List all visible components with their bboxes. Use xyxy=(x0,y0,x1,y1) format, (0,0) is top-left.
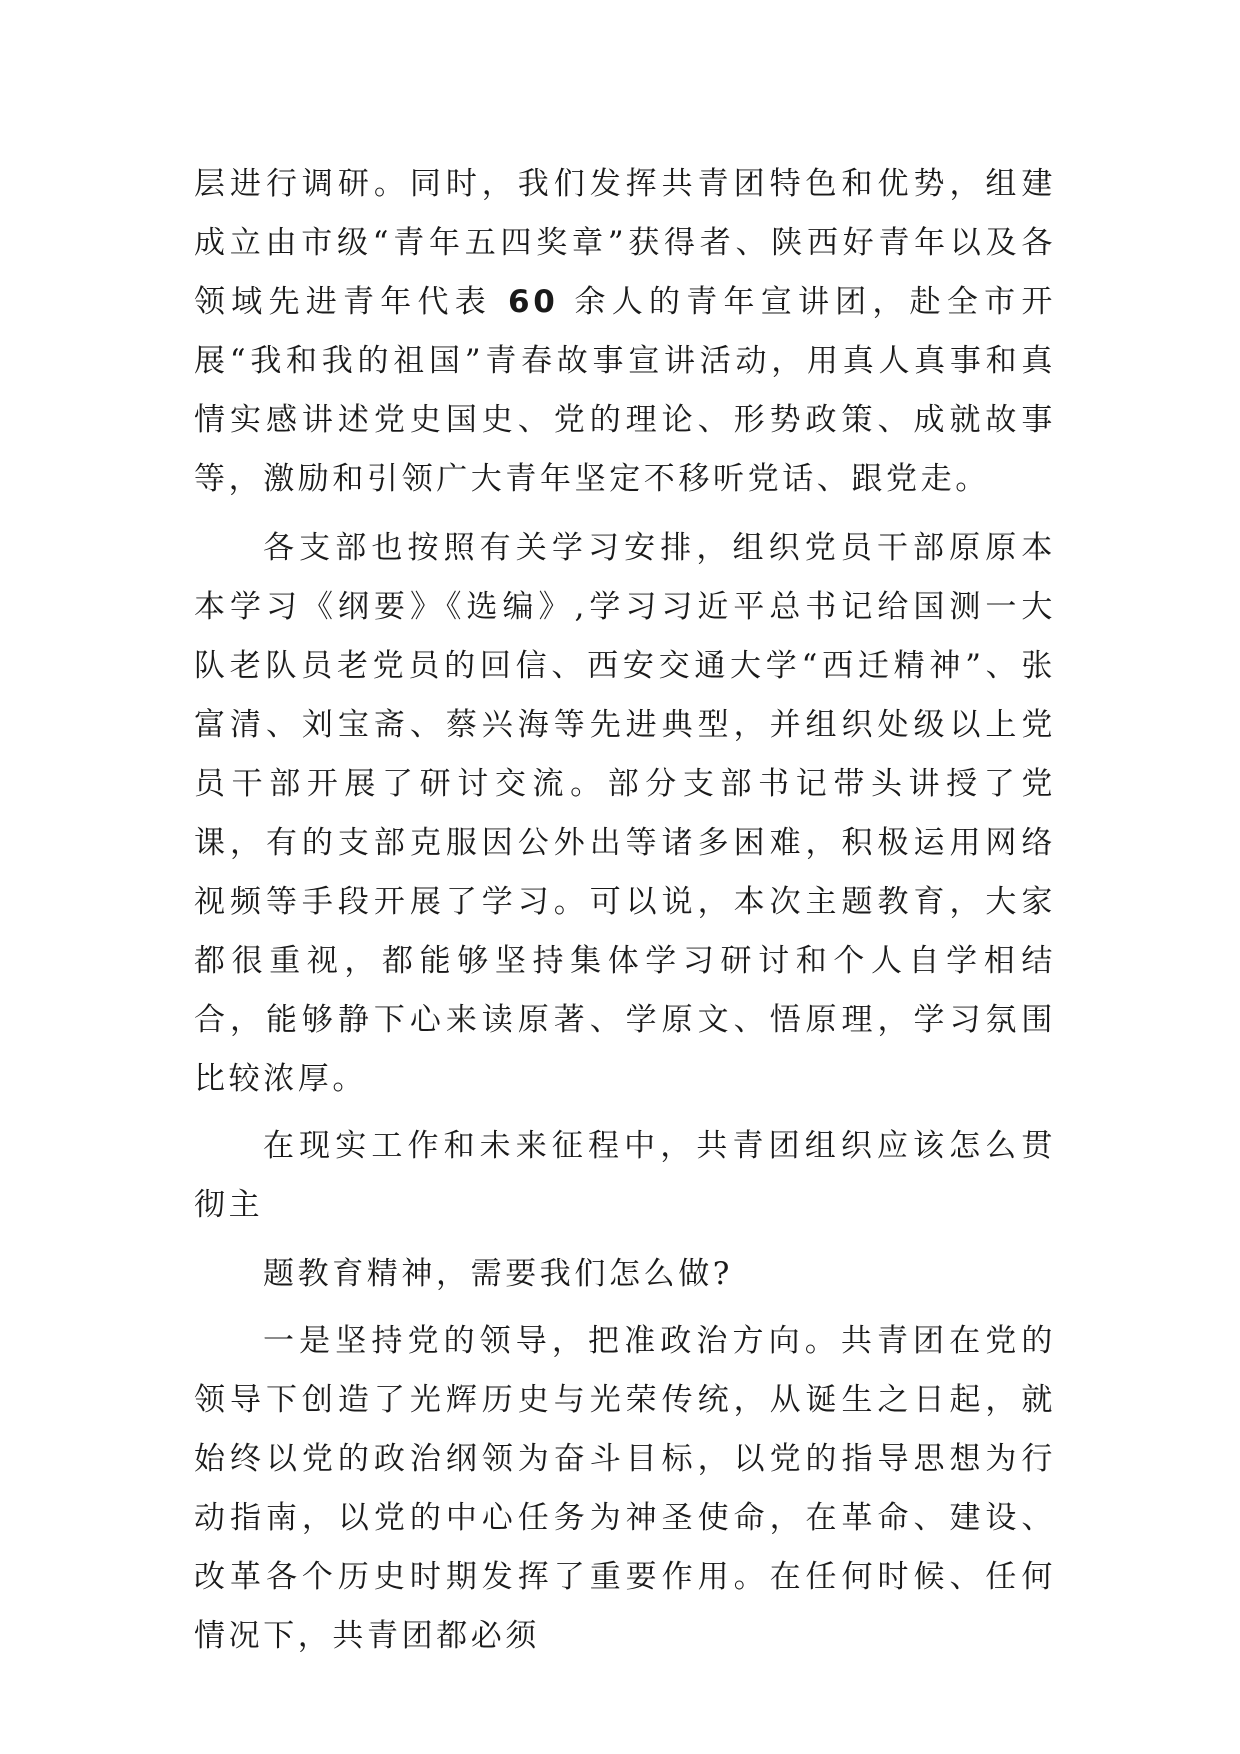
paragraph-1-text-a: 层进行调研。同时，我们发挥共青团特色和优势，组建成立由市级“青年五四奖章”获得者、陕西好青年以及各领域先进青年代表 xyxy=(194,166,1056,320)
paragraph-4: 一是坚持党的领导，把准政治方向。共青团在党的领导下创造了光辉历史与光荣传统，从诞生之日起，就始终以党的政治纲领为奋斗目标，以党的指导思想为行动指南，以党的中心任务为神圣使命，在革命、建设、改革各个历史时期发挥了重要作用。在任何时候、任何情况下，共青团都必须 xyxy=(194,1323,1056,1654)
paragraph-2: 各支部也按照有关学习安排，组织党员干部原原本本学习《纲要》《选编》,学习习近平总书记给国测一大队老队员老党员的回信、西安交通大学“西迁精神”、张富清、刘宝斋、蔡兴海等先进典型，并组织处级以上党员干部开展了研讨交流。部分支部书记带头讲授了党课，有的支部克服因公外出等诸多困难，积极运用网络视频等手段开展了学习。可以说，本次主题教育，大家都很重视，都能够坚持集体学习研讨和个人自学相结合，能够静下心来读原著、学原文、悟原理，学习氛围比较浓厚。 xyxy=(194,530,1056,1097)
paragraph-3-line-2: 题教育精神，需要我们怎么做? xyxy=(263,1256,734,1292)
paragraph-3 xyxy=(194,1117,1056,1304)
paragraph-1-text-b: 余人的青年宣讲团，赴全市开展“我和我的祖国”青春故事宣讲活动，用真人真事和真情实感讲述党史国史、党的理论、形势政策、成就故事等，激励和引领广大青年坚定不移听党话、跟党走。 xyxy=(194,284,1056,497)
paragraph-1 xyxy=(194,155,1056,509)
document-body xyxy=(194,155,1056,1666)
paragraph-1-number: 60 xyxy=(508,284,559,320)
paragraph-3-line-1: 在现实工作和未来征程中，共青团组织应该怎么贯彻主 xyxy=(194,1128,1056,1223)
